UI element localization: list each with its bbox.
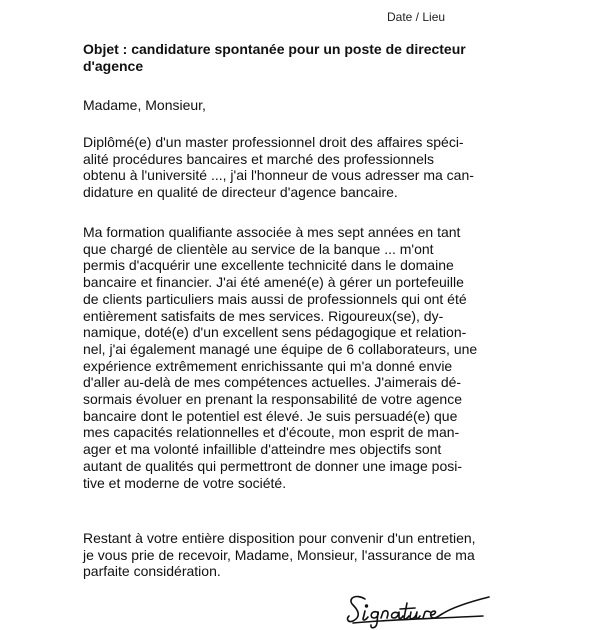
paragraph-line: entièrement satisfaits de mes services. Rigoureux(se), dy- [83,307,444,324]
subject-line: d'agence [83,58,144,74]
paragraph-line: ager et ma volonté infaillible d'atteindre mes objectifs sont [83,441,442,458]
paragraph-line: de clients particuliers mais aussi de professionnels qui ont été [83,290,467,307]
paragraph-line: je vous prie de recevoir, Madame, Monsieur, l'assurance de ma [83,546,475,563]
paragraph-line: d'aller au-delà de mes compétences actuelles. J'aimerais dé- [83,374,462,391]
paragraph-line: Restant à votre entière disposition pour convenir d'un entretien, [83,530,476,546]
paragraph-line: sormais évoluer en prenant la responsabilité de votre agence [83,391,463,408]
paragraph-line: autant de qualités qui permettront de donner une image posi- [83,457,463,474]
paragraph-line: bancaire et financier. J'ai été amené(e) à gérer un portefeuille [83,274,464,291]
letter-subject [83,41,523,75]
paragraph-line: obtenu à l'université ..., j'ai l'honneur de vous adresser ma can- [83,167,474,184]
handwritten-signature [343,585,493,630]
paragraph-line: alité procédures bancaires et marché des professionnels [83,150,434,167]
paragraph-line: bancaire dont le potentiel est élevé. Je suis persuadé(e) que [83,407,458,424]
paragraph-line: namique, doté(e) d'un excellent sens pédagogique et relation- [83,324,467,341]
paragraph-line: parfaite considération. [83,563,221,580]
paragraph-2 [83,224,523,491]
subject-line: Objet : candidature spontanée pour un poste de directeur [83,41,466,57]
paragraph-line: expérience extrêmement enrichissante qui m'a donné envie [83,357,453,374]
date-place: Date / Lieu [387,10,446,24]
paragraph-line: Ma formation qualifiante associée à mes sept années en tant [83,224,461,240]
paragraph-line: Diplômé(e) d'un master professionnel droit des affaires spéci- [83,134,464,150]
salutation: Madame, Monsieur, [83,97,206,113]
paragraph-line: permis d'acquérir une excellente technicité dans le domaine [83,257,454,274]
paragraph-line: que chargé de clientèle au service de la banque ... m'ont [83,240,434,257]
paragraph-3 [83,530,523,580]
paragraph-line: didature en qualité de directeur d'agence bancaire. [83,184,398,201]
paragraph-line: mes capacités relationnelles et d'écoute, mon esprit de man- [83,424,460,441]
paragraph-1 [83,134,523,201]
paragraph-line: tive et moderne de votre société. [83,474,287,491]
paragraph-line: nel, j'ai également managé une équipe de 6 collaborateurs, une [83,340,478,357]
